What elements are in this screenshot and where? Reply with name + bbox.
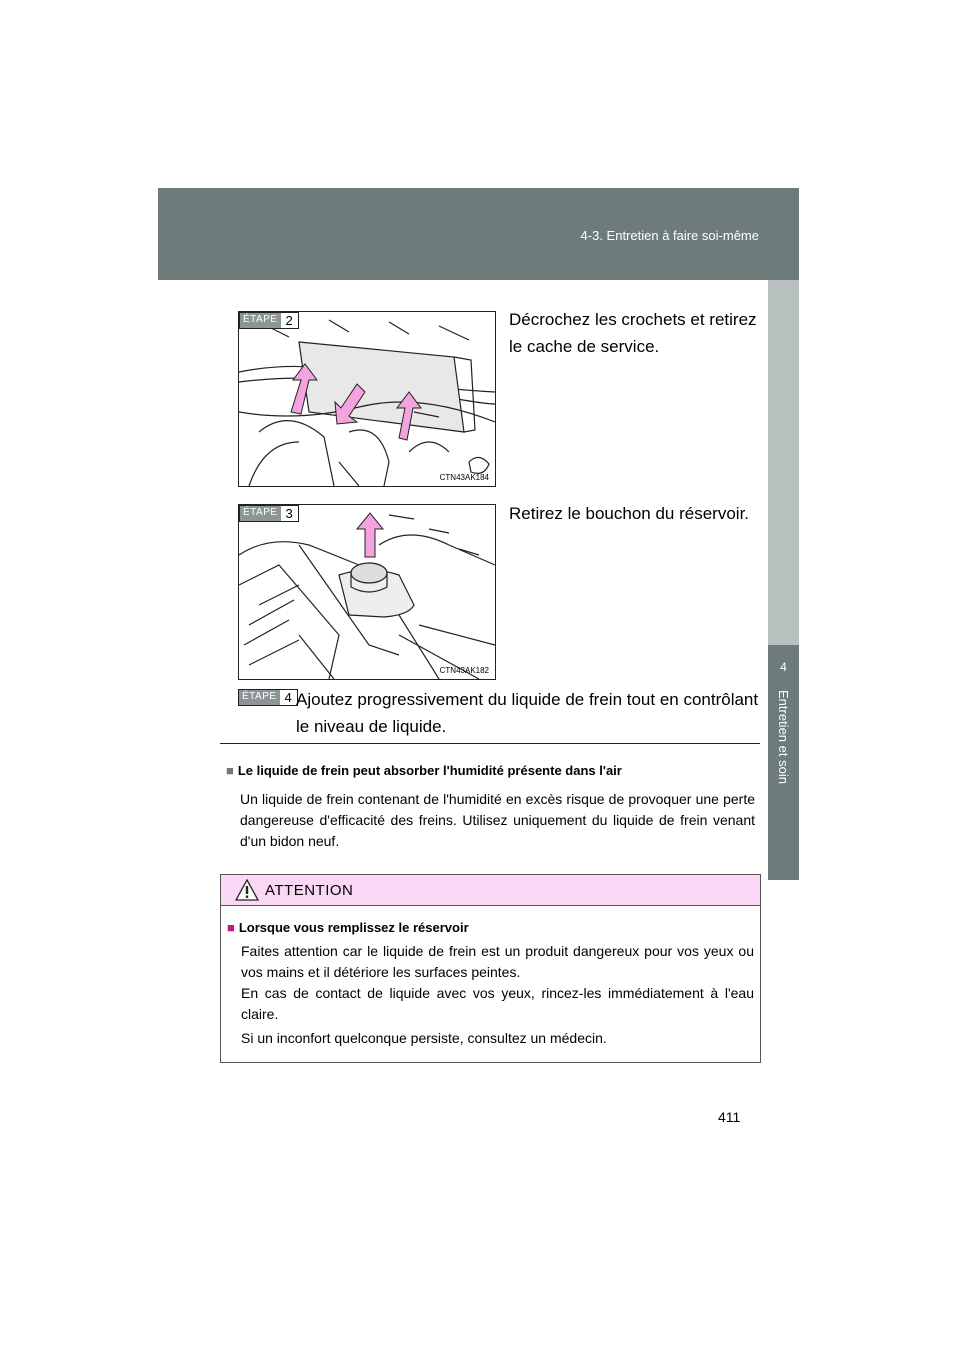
note-title-text: Le liquide de frein peut absorber l'humidité présente dans l'air xyxy=(237,763,622,778)
service-cover-illustration xyxy=(239,312,495,486)
step-badge-label: ÉTAPE xyxy=(240,506,281,521)
chapter-side-tab-upper xyxy=(768,280,799,645)
step-2-figure xyxy=(238,311,496,487)
note-body: Un liquide de frein contenant de l'humidité en excès risque de provoquer une perte dangereuse d'efficacité des freins. Utilisez uniquement du liquide de frein venant d'un bidon neuf. xyxy=(240,791,755,849)
step-badge-label: ÉTAPE xyxy=(240,313,281,328)
step-3-figure xyxy=(238,504,496,680)
step-3-badge xyxy=(239,505,299,522)
step-number: 3 xyxy=(285,506,293,521)
caution-paragraph-1: Faites attention car le liquide de frein est un produit dangereux pour vos yeux ou vos mains et il détériore les surfaces peintes. xyxy=(241,943,754,980)
square-bullet-icon: ■ xyxy=(227,920,235,935)
step-number: 4 xyxy=(284,690,292,705)
figure-code: CTN43AK182 xyxy=(439,666,489,675)
square-bullet-icon: ■ xyxy=(226,763,234,778)
caution-subtitle xyxy=(227,920,469,935)
chapter-number: 4 xyxy=(780,660,787,674)
caution-paragraph-3: Si un inconfort quelconque persiste, consultez un médecin. xyxy=(241,1030,607,1046)
page-number: 411 xyxy=(718,1109,741,1125)
figure-code: CTN43AK184 xyxy=(439,473,489,482)
caution-subtitle-text: Lorsque vous remplissez le réservoir xyxy=(238,920,469,935)
divider xyxy=(220,743,760,744)
reservoir-cap-illustration xyxy=(239,505,495,679)
caution-header xyxy=(221,875,760,906)
caution-paragraph-2: En cas de contact de liquide avec vos yeux, rincez-les immédiatement à l'eau claire. xyxy=(241,985,754,1022)
note-title xyxy=(226,763,766,778)
caution-box xyxy=(220,874,761,1063)
header-bar xyxy=(158,188,799,280)
step-badge-label: ÉTAPE xyxy=(239,690,280,705)
step-4-badge xyxy=(238,689,298,706)
chapter-title: Entretien et soin xyxy=(776,690,791,784)
warning-triangle-icon xyxy=(235,879,259,901)
step-4-text: Ajoutez progressivement du liquide de frein tout en contrôlant le niveau de liquide. xyxy=(296,690,759,736)
step-number: 2 xyxy=(285,313,293,328)
step-3-text: Retirez le bouchon du réservoir. xyxy=(509,504,750,523)
step-2-text: Décrochez les crochets et retirez le cache de service. xyxy=(509,310,757,356)
section-title: 4-3. Entretien à faire soi-même xyxy=(580,228,759,243)
step-2-badge xyxy=(239,312,299,329)
caution-title: ATTENTION xyxy=(265,882,354,899)
